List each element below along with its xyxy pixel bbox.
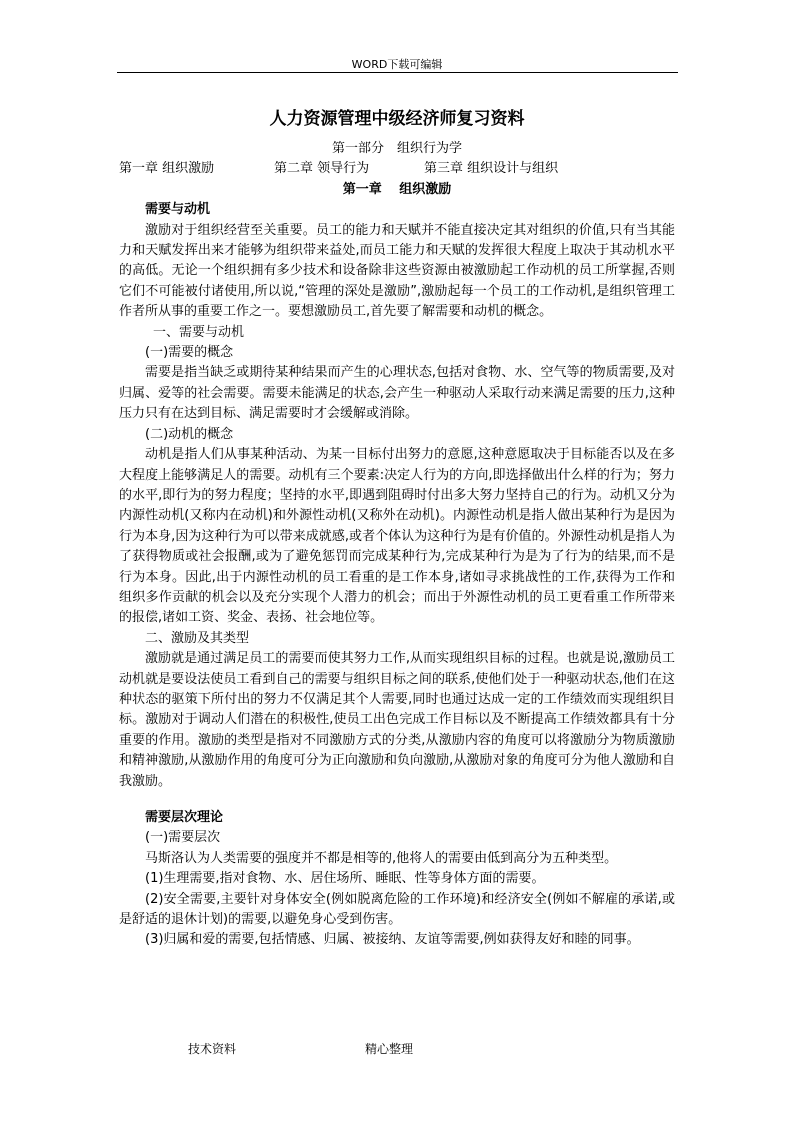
chapter-list <box>119 159 675 179</box>
header-divider <box>117 72 678 73</box>
list-item-safety: (2)安全需要,主要针对身体安全(例如脱离危险的工作环境)和经济安全(例如不解雇的承诺,或是舒适的退休计划)的需要,以避免身心受到伤害。 <box>119 891 675 928</box>
subheading-motivation-concept: (二)动机的概念 <box>145 426 234 442</box>
document-title: 人力资源管理中级经济师复习资料 <box>269 109 525 129</box>
chapter-title: 第一章 组织激励 <box>342 181 452 197</box>
chapter-item-3: 第三章 组织设计与组织 <box>424 161 559 177</box>
section-heading-hierarchy: 需要层次理论 <box>145 810 224 825</box>
paragraph-need-concept: 需要是指当缺乏或期待某种结果而产生的心理状态,包括对食物、水、空气等的物质需要,及对归属、爱等的社会需要。需要未能满足的状态,会产生一种驱动人采取行动来满足需要的压力,这种压力只有在达到目标、满足需要时才会缓解或消除。 <box>119 365 675 422</box>
subheading-needs-and-motivation: 一、需要与动机 <box>153 324 245 340</box>
page-header: WORD下载可编辑 <box>351 58 443 71</box>
list-item-belonging: (3)归属和爱的需要,包括情感、归属、被接纳、友谊等需要,例如获得友好和睦的同事。 <box>145 932 640 948</box>
paragraph-hierarchy-intro: 马斯洛认为人类需要的强度并不都是相等的,他将人的需要由低到高分为五种类型。 <box>145 850 618 866</box>
footer-left: 技术资料 <box>188 1042 237 1056</box>
section-heading-needs-motivation: 需要与动机 <box>145 202 211 218</box>
footer-right: 精心整理 <box>365 1042 414 1056</box>
part-heading: 第一部分 组织行为学 <box>331 141 462 156</box>
document-body <box>119 107 675 951</box>
subheading-incentive-types: 二、激励及其类型 <box>145 630 250 646</box>
paragraph-motivation-concept: 动机是指人们从事某种活动、为某一目标付出努力的意愿,这种意愿取决于目标能否以及在多大程度上能够满足人的需要。动机有三个要素:决定人行为的方向,即选择做出什么样的行为；努力的水平,即行为的努力程度；坚持的水平,即遇到阻碍时付出多大努力坚持自己的行为。动机又分为内源性动机(又称内在动机)和外源性动机(又称外在动机)。内源性动机是指人做出某种行为是因为行为本身,因为这种行为可以带来成就感,或者个体认为这种行为是有价值的。外源性动机是指人为了获得物质或社会报酬,或为了避免惩罚而完成某种行为,完成某种行为是为了行为的结果,而不是行为本身。因此,出于内源性动机的员工看重的是工作本身,诸如寻求挑战性的工作,获得为工作和组织多作贡献的机会以及充分实现个人潜力的机会；而出于外源性动机的员工更看重工作所带来的报偿,诸如工资、奖金、表扬、社会地位等。 <box>119 447 675 626</box>
chapter-item-2: 第二章 领导行为 <box>274 161 370 177</box>
paragraph-incentive-types: 激励就是通过满足员工的需要而使其努力工作,从而实现组织目标的过程。也就是说,激励员工动机就是要设法使员工看到自己的需要与组织目标之间的联系,使他们处于一种驱动状态,他们在这种状态的驱策下所付出的努力不仅满足其个人需要,同时也通过达成一定的工作绩效而实现组织目标。激励对于调动人们潜在的积极性,使员工出色完成工作目标以及不断提高工作绩效都具有十分重要的作用。激励的类型是指对不同激励方式的分类,从激励内容的角度可以将激励分为物质激励和精神激励,从激励作用的角度可分为正向激励和负向激励,从激励对象的角度可分为他人激励和自我激励。 <box>119 651 675 789</box>
subheading-need-concept: (一)需要的概念 <box>145 345 234 361</box>
paragraph-intro: 激励对于组织经营至关重要。员工的能力和天赋并不能直接决定其对组织的价值,只有当其能力和天赋发挥出来才能够为组织带来益处,而员工能力和天赋的发挥很大程度上取决于其动机水平的高低。无论一个组织拥有多少技术和设备除非这些资源由被激励起工作动机的员工所掌握,否则它们不可能被付诸使用,所以说,“管理的深处是激励”,激励起每一个员工的工作动机,是组织管理工作者所从事的重要工作之一。要想激励员工,首先要了解需要和动机的概念。 <box>119 222 675 320</box>
subheading-need-hierarchy: (一)需要层次 <box>145 830 221 846</box>
chapter-item-1: 第一章 组织激励 <box>119 161 215 177</box>
list-item-physiological: (1)生理需要,指对食物、水、居住场所、睡眠、性等身体方面的需要。 <box>145 871 545 887</box>
